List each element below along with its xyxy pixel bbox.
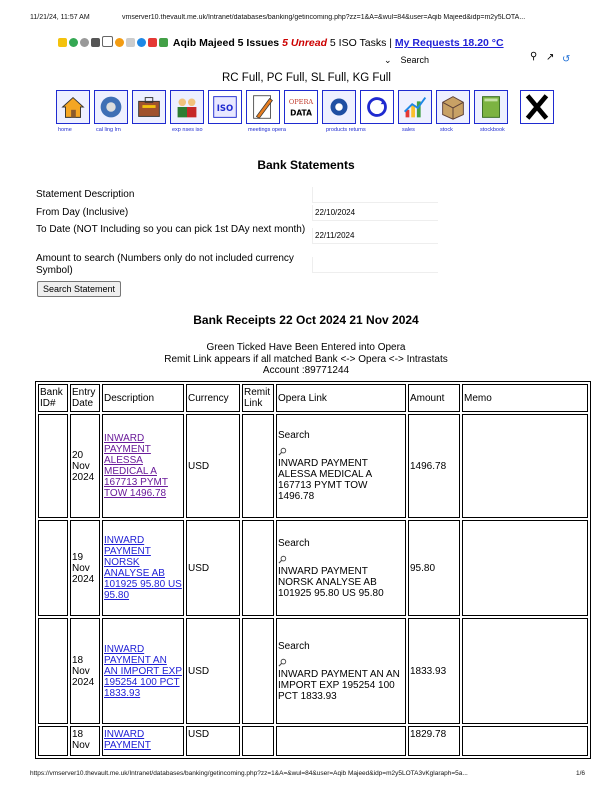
briefcase-icon[interactable]: [132, 90, 166, 124]
returns-cycle-icon[interactable]: [360, 90, 394, 124]
settings-icon[interactable]: [80, 38, 89, 47]
from-day-label: From Day (Inclusive): [36, 207, 129, 218]
column-header-bank-id: Bank ID#: [38, 384, 68, 412]
column-header-amount: Amount: [408, 384, 460, 412]
top-status-bar: [58, 36, 504, 49]
amount-cell: 1833.93: [408, 618, 460, 724]
document-icon[interactable]: [102, 36, 113, 47]
nav-label-expenses[interactable]: exp nses iso: [172, 127, 203, 133]
page-title: Bank Statements: [257, 158, 355, 172]
smiley-icon[interactable]: [115, 38, 124, 47]
column-header-description: Description: [102, 384, 184, 412]
chat-icon[interactable]: [137, 38, 146, 47]
form-row-amount: [36, 253, 306, 277]
remit-link-cell: [242, 618, 274, 724]
status-subtitle: RC Full, PC Full, SL Full, KG Full: [222, 72, 391, 84]
account-number: Account :89771244: [262, 365, 350, 376]
statement-description-input[interactable]: [312, 187, 438, 203]
entry-date-cell: 20 Nov 2024: [70, 414, 100, 518]
receipts-title: Bank Receipts 22 Oct 2024 21 Nov 2024: [193, 313, 419, 327]
opera-link-cell: [276, 726, 406, 756]
stock-box-icon[interactable]: [436, 90, 470, 124]
amount-input[interactable]: [312, 257, 438, 273]
description-link[interactable]: INWARD PAYMENT NORSK ANALYSE AB 101925 95.80 US 95.80: [104, 535, 182, 601]
star-icon[interactable]: [58, 38, 67, 47]
receipts-notes: [0, 342, 612, 377]
nav-label-calling[interactable]: cal ling lrn: [96, 127, 121, 133]
bank-id-cell: [38, 414, 68, 518]
bank-id-cell: [38, 520, 68, 616]
description-link[interactable]: INWARD PAYMENT ALESSA MEDICAL A 167713 PYMT TOW 1496.78: [104, 433, 168, 499]
bank-id-cell: [38, 726, 68, 756]
search-row: [384, 51, 571, 66]
amount-cell: 95.80: [408, 520, 460, 616]
description-cell: [102, 726, 184, 756]
page-number: 1/6: [576, 770, 586, 777]
currency-cell: USD: [186, 414, 240, 518]
tools-icon[interactable]: [126, 38, 135, 47]
close-icon[interactable]: [520, 90, 554, 124]
bag-icon[interactable]: [159, 38, 168, 47]
form-row-to-date: [36, 224, 355, 240]
chevron-down-icon[interactable]: ⌄: [384, 55, 392, 65]
description-link[interactable]: INWARD PAYMENT AN AN IMPORT EXP 195254 100 PCT 1833.93: [104, 643, 182, 699]
opera-link-text[interactable]: INWARD PAYMENT AN AN IMPORT EXP 195254 100 PCT 1833.93: [278, 668, 400, 702]
table-row: [38, 520, 588, 616]
opera-link-text[interactable]: INWARD PAYMENT ALESSA MEDICAL A 167713 PYMT TOW 1496.78: [278, 458, 372, 502]
table-row: [38, 414, 588, 518]
from-day-input[interactable]: 22/10/2024: [312, 205, 438, 221]
magnifier-icon[interactable]: ⚲: [530, 51, 538, 62]
to-date-input[interactable]: 22/11/2024: [312, 228, 438, 244]
stockbook-icon[interactable]: [474, 90, 508, 124]
entry-date-cell: 19 Nov 2024: [70, 520, 100, 616]
print-datetime: 11/21/24, 11:57 AM: [30, 14, 90, 21]
green-tick-note: Green Ticked Have Been Entered into Opera: [206, 342, 406, 353]
memo-cell: [462, 726, 588, 756]
search-icon[interactable]: [278, 555, 287, 564]
search-icon[interactable]: [278, 447, 287, 456]
opera-link-cell: [276, 520, 406, 616]
memo-cell: [462, 520, 588, 616]
remit-link-cell: [242, 520, 274, 616]
remit-link-cell: [242, 414, 274, 518]
bank-id-cell: [38, 618, 68, 724]
column-header-entry-date: Entry Date: [70, 384, 100, 412]
print-url: vmserver10.thevault.me.uk/Intranet/databases/banking/getincoming.php?zz=1&A=&wul=84&user=Aqib Majeed&idp=m2y5LOTA...: [122, 14, 526, 21]
gear-icon[interactable]: [322, 90, 356, 124]
mail-icon[interactable]: [148, 38, 157, 47]
nav-label-stock[interactable]: stock: [440, 127, 453, 133]
bank-receipts-table: [35, 381, 591, 759]
search-statement-button[interactable]: Search Statement: [37, 281, 121, 297]
memo-header-label: Memo: [464, 392, 492, 404]
external-link-icon[interactable]: ↗: [546, 52, 555, 63]
opera-search-label[interactable]: Search: [278, 537, 310, 549]
people-icon[interactable]: [170, 90, 204, 124]
amount-label: Amount to search (Numbers only do not included currency Symbol): [36, 253, 294, 276]
unread-count[interactable]: 5 Unread: [282, 37, 327, 49]
currency-cell: USD: [186, 520, 240, 616]
nav-label-sales[interactable]: sales: [402, 127, 415, 133]
form-row-description: [36, 189, 306, 201]
to-date-label: To Date (NOT Including so you can pick 1st DAy next month): [36, 224, 306, 235]
memo-cell: [462, 618, 588, 724]
table-row: [38, 726, 588, 756]
table-header-row: [38, 384, 588, 412]
globe-icon[interactable]: [69, 38, 78, 47]
svg-text:DATA: DATA: [290, 108, 312, 118]
telephone-icon[interactable]: [94, 90, 128, 124]
home-icon[interactable]: [56, 90, 90, 124]
column-header-currency: Currency: [186, 384, 240, 412]
opera-search-label[interactable]: Search: [278, 430, 310, 441]
pencil-notepad-icon[interactable]: [246, 90, 280, 124]
opera-link-cell: [276, 414, 406, 518]
remit-link-note: Remit Link appears if all matched Bank <-> Opera <-> Intrastats: [164, 353, 448, 365]
column-header-remit-link: Remit Link: [242, 384, 274, 412]
remit-link-cell: [242, 726, 274, 756]
svg-text:ISO: ISO: [216, 102, 234, 113]
calendar-icon[interactable]: [91, 38, 100, 47]
iso-badge-icon[interactable]: [208, 90, 242, 124]
description-link[interactable]: INWARD PAYMENT: [104, 729, 151, 751]
opera-link-text[interactable]: INWARD PAYMENT NORSK ANALYSE AB 101925 95.80 US 95.80: [278, 565, 384, 599]
table-row: [38, 618, 588, 724]
opera-link-cell: [276, 618, 406, 724]
footer-url: https://vmserver10.thevault.me.uk/Intranet/databases/banking/getincoming.php?zz=1&A=&wul=84&user=Aqib Majeed&idp=m2y5LOTA3vKglaraph=5a...: [30, 770, 468, 777]
description-cell: [102, 414, 184, 518]
currency-cell: USD: [186, 726, 240, 756]
user-status: Aqib Majeed 5 Issues: [172, 37, 280, 49]
column-header-opera-link: Opera Link: [276, 384, 406, 412]
search-label[interactable]: Search: [400, 55, 430, 65]
opera-data-icon[interactable]: [284, 90, 318, 124]
search-icon[interactable]: [278, 658, 287, 667]
opera-search-label[interactable]: Search: [278, 640, 310, 652]
sales-chart-icon[interactable]: [398, 90, 432, 124]
nav-label-meetings[interactable]: meetings opera: [248, 127, 286, 133]
description-cell: [102, 520, 184, 616]
iso-tasks[interactable]: 5 ISO Tasks |: [329, 37, 392, 49]
entry-date-cell: 18 Nov 2024: [70, 618, 100, 724]
refresh-icon[interactable]: ↺: [562, 54, 571, 65]
form-row-from-day: [36, 207, 356, 219]
nav-label-stockbook[interactable]: stockbook: [480, 127, 505, 133]
svg-text:OPERA: OPERA: [288, 98, 314, 107]
currency-cell: USD: [186, 618, 240, 724]
amount-cell: 1829.78: [408, 726, 460, 756]
entry-date-cell: 18 Nov: [70, 726, 100, 756]
nav-label-home[interactable]: home: [58, 127, 72, 133]
memo-cell: [462, 414, 588, 518]
amount-cell: 1496.78: [408, 414, 460, 518]
description-cell: [102, 618, 184, 724]
my-requests-link[interactable]: My Requests 18.20 °C: [394, 37, 504, 49]
nav-label-products[interactable]: products returns: [326, 127, 366, 133]
statement-description-label: Statement Description: [36, 189, 135, 200]
column-header-memo: [462, 384, 588, 412]
